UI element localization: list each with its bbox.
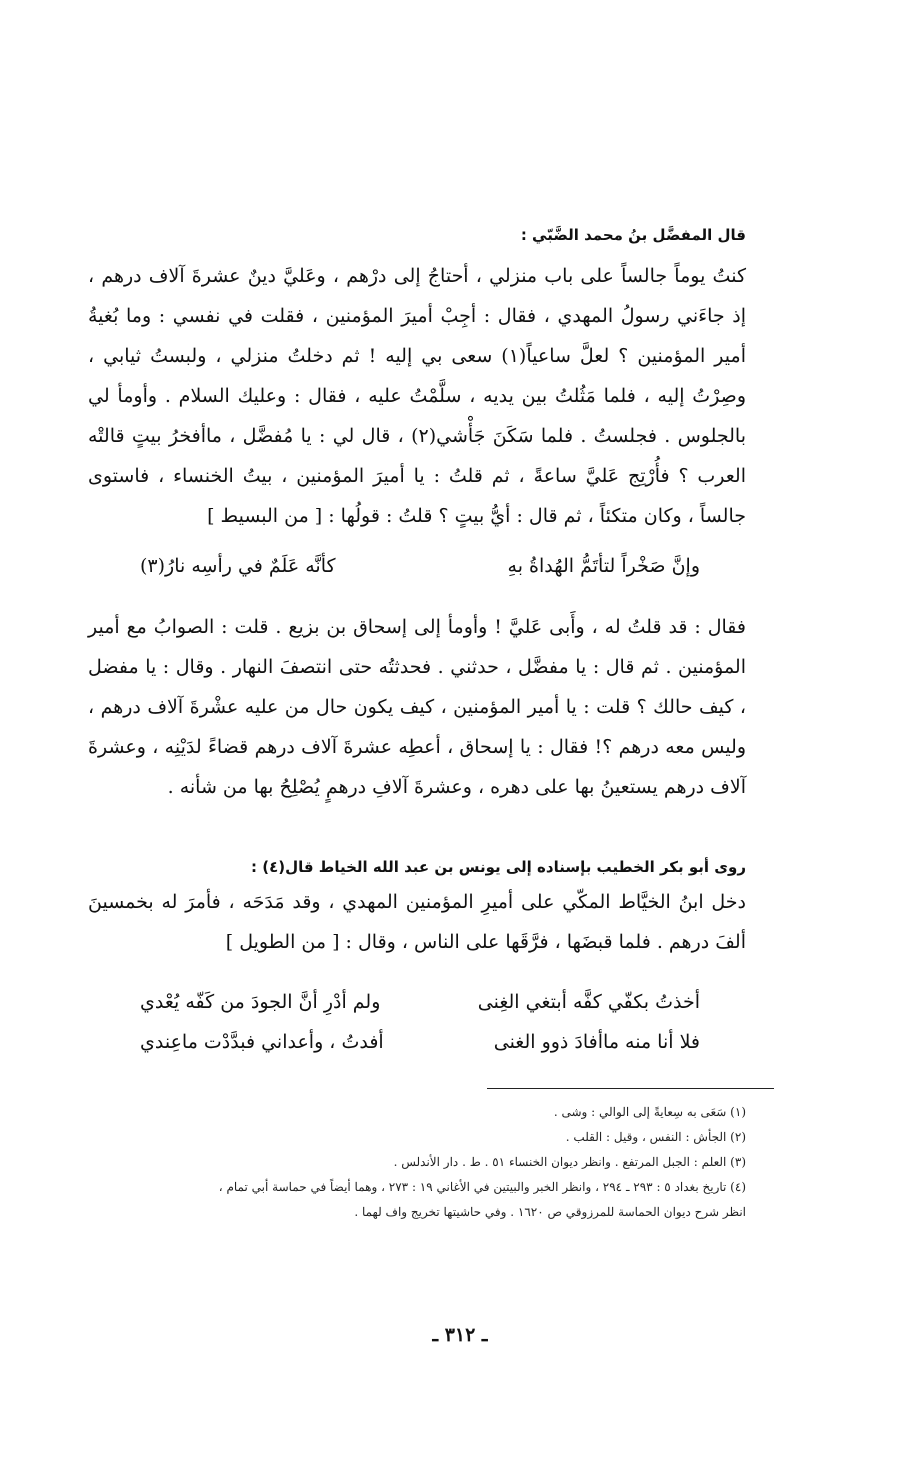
verses-khayyat [140, 982, 700, 1062]
footnote-2: (٢) الجأش : النفس ، وقيل : القلب . [565, 1130, 746, 1144]
paragraph: فقال : قد قلتُ له ، وأَبى عَليَّ ! وأومأ إلى إسحاق بن بزيع . قلت : الصوابُ مع أمير المؤمنين . ثم قال : يا مفضَّل ، حدثني . فحدثتُه حتى انتصفَ النهار . وقال : يا مفضل ، كيف حالك ؟ قلت : يا أمير المؤمنين ، كيف يكون حال من عليه عشْرةَ آلاف درهم ، وليس معه درهم ؟! فقال : يا إسحاق ، أعطِه عشرةَ آلاف درهم قضاءً لدَيْنِه ، وعشرةَ آلاف درهم يستعينُ بها على دهره ، وعشرةَ آلافِ درهمٍ يُصْلِحُ بها من شأنه . [88, 616, 746, 798]
section-heading: قال المفضَّل بنُ محمد الضَّبّي : [520, 226, 746, 244]
footnotes [80, 1100, 746, 1225]
footnote-4: (٤) تاريخ بغداد ٥ : ٢٩٣ ـ ٢٩٤ ، وانظر الخبر والبيتين في الأغاني ١٩ : ٢٧٣ ، وهما أيضاً في حماسة أبي تمام ، [218, 1180, 746, 1194]
page-number: ـ ٣١٢ ـ [432, 1324, 488, 1346]
verse-second-hemistich: أفدتُ ، وأعداني فبدَّدْت ماعِندي [140, 1031, 384, 1053]
section-mufaddal-continued [88, 607, 746, 807]
footnote-3: (٣) العلم : الجبل المرتفع . وانظر ديوان الخنساء ٥١ . ط . دار الأندلس . [393, 1155, 746, 1169]
section-heading: روى أبو بكر الخطيب بإسناده إلى يونس بن عبد الله الخياط قال(٤) : [251, 858, 746, 876]
section-mufaddal [88, 224, 746, 536]
footnote-1: (١) سَعَى به سِعايةً إلى الوالي : وشى . [553, 1105, 746, 1119]
verse-line [140, 1022, 700, 1062]
verse-line [140, 982, 700, 1022]
footnote-4-continuation: انظر شرح ديوان الحماسة للمرزوقي ص ١٦٢٠ . وفي حاشيتها تخريج واف لهما . [354, 1205, 746, 1219]
verse-khansa [140, 546, 700, 586]
verse-first-hemistich: فلا أنا منه ماأفادَ ذوو الغنى [493, 1031, 700, 1053]
section-khayyat [88, 856, 746, 962]
verse-line [140, 546, 700, 586]
verse-first-hemistich: أخذتُ بكفّي كفَّه أبتغي الغِنى [477, 991, 700, 1013]
paragraph: كنتُ يوماً جالساً على باب منزلي ، أحتاجُ إلى درْهم ، وعَليَّ دينٌ عشرةَ آلاف درهم ، إذ جاءَني رسولُ المهدي ، فقال : أجِبْ أميرَ المؤمنين ، فقلت في نفسي : وما بُغيةُ أمير المؤمنين ؟ لعلَّ ساعياً(١) سعى بي إليه ! ثم دخلتُ منزلي ، ولبستُ ثيابي ، وصِرْتُ إليه ، فلما مَثُلتُ بين يديه ، سلَّمْتُ عليه ، فقال : وعليك السلام . وأومأ لي بالجلوس . فجلستُ . فلما سَكَنَ جَأْشي(٢) ، قال لي : يا مُفضَّل ، ماأفخرُ بيتٍ قالتْه العرب ؟ فأُرْتِج عَليَّ ساعةً ، ثم قلتُ : يا أميرَ المؤمنين ، بيتُ الخنساء ، فاستوى جالساً ، وكان متكئاً ، ثم قال : أيُّ بيتٍ ؟ قلتُ : قولُها : [ من البسيط ] [88, 265, 746, 527]
verse-second-hemistich: كأنَّه عَلَمٌ في رأسِه نارُ(٣) [140, 555, 336, 577]
paragraph: دخل ابنُ الخيَّاط المكّي على أميرِ المؤمنين المهدي ، وقد مَدَحَه ، فأمرَ له بخمسينَ ألفَ درهم . فلما قبضَها ، فرَّقَها على الناس ، وقال : [ من الطويل ] [88, 891, 746, 953]
verse-first-hemistich: وإنَّ صَخْراً لتأتَمُّ الهُداةُ بهِ [507, 555, 700, 577]
footnote-separator [487, 1088, 774, 1089]
verse-second-hemistich: ولم أدْرِ أنَّ الجودَ من كَفّه يُعْدي [140, 991, 381, 1013]
